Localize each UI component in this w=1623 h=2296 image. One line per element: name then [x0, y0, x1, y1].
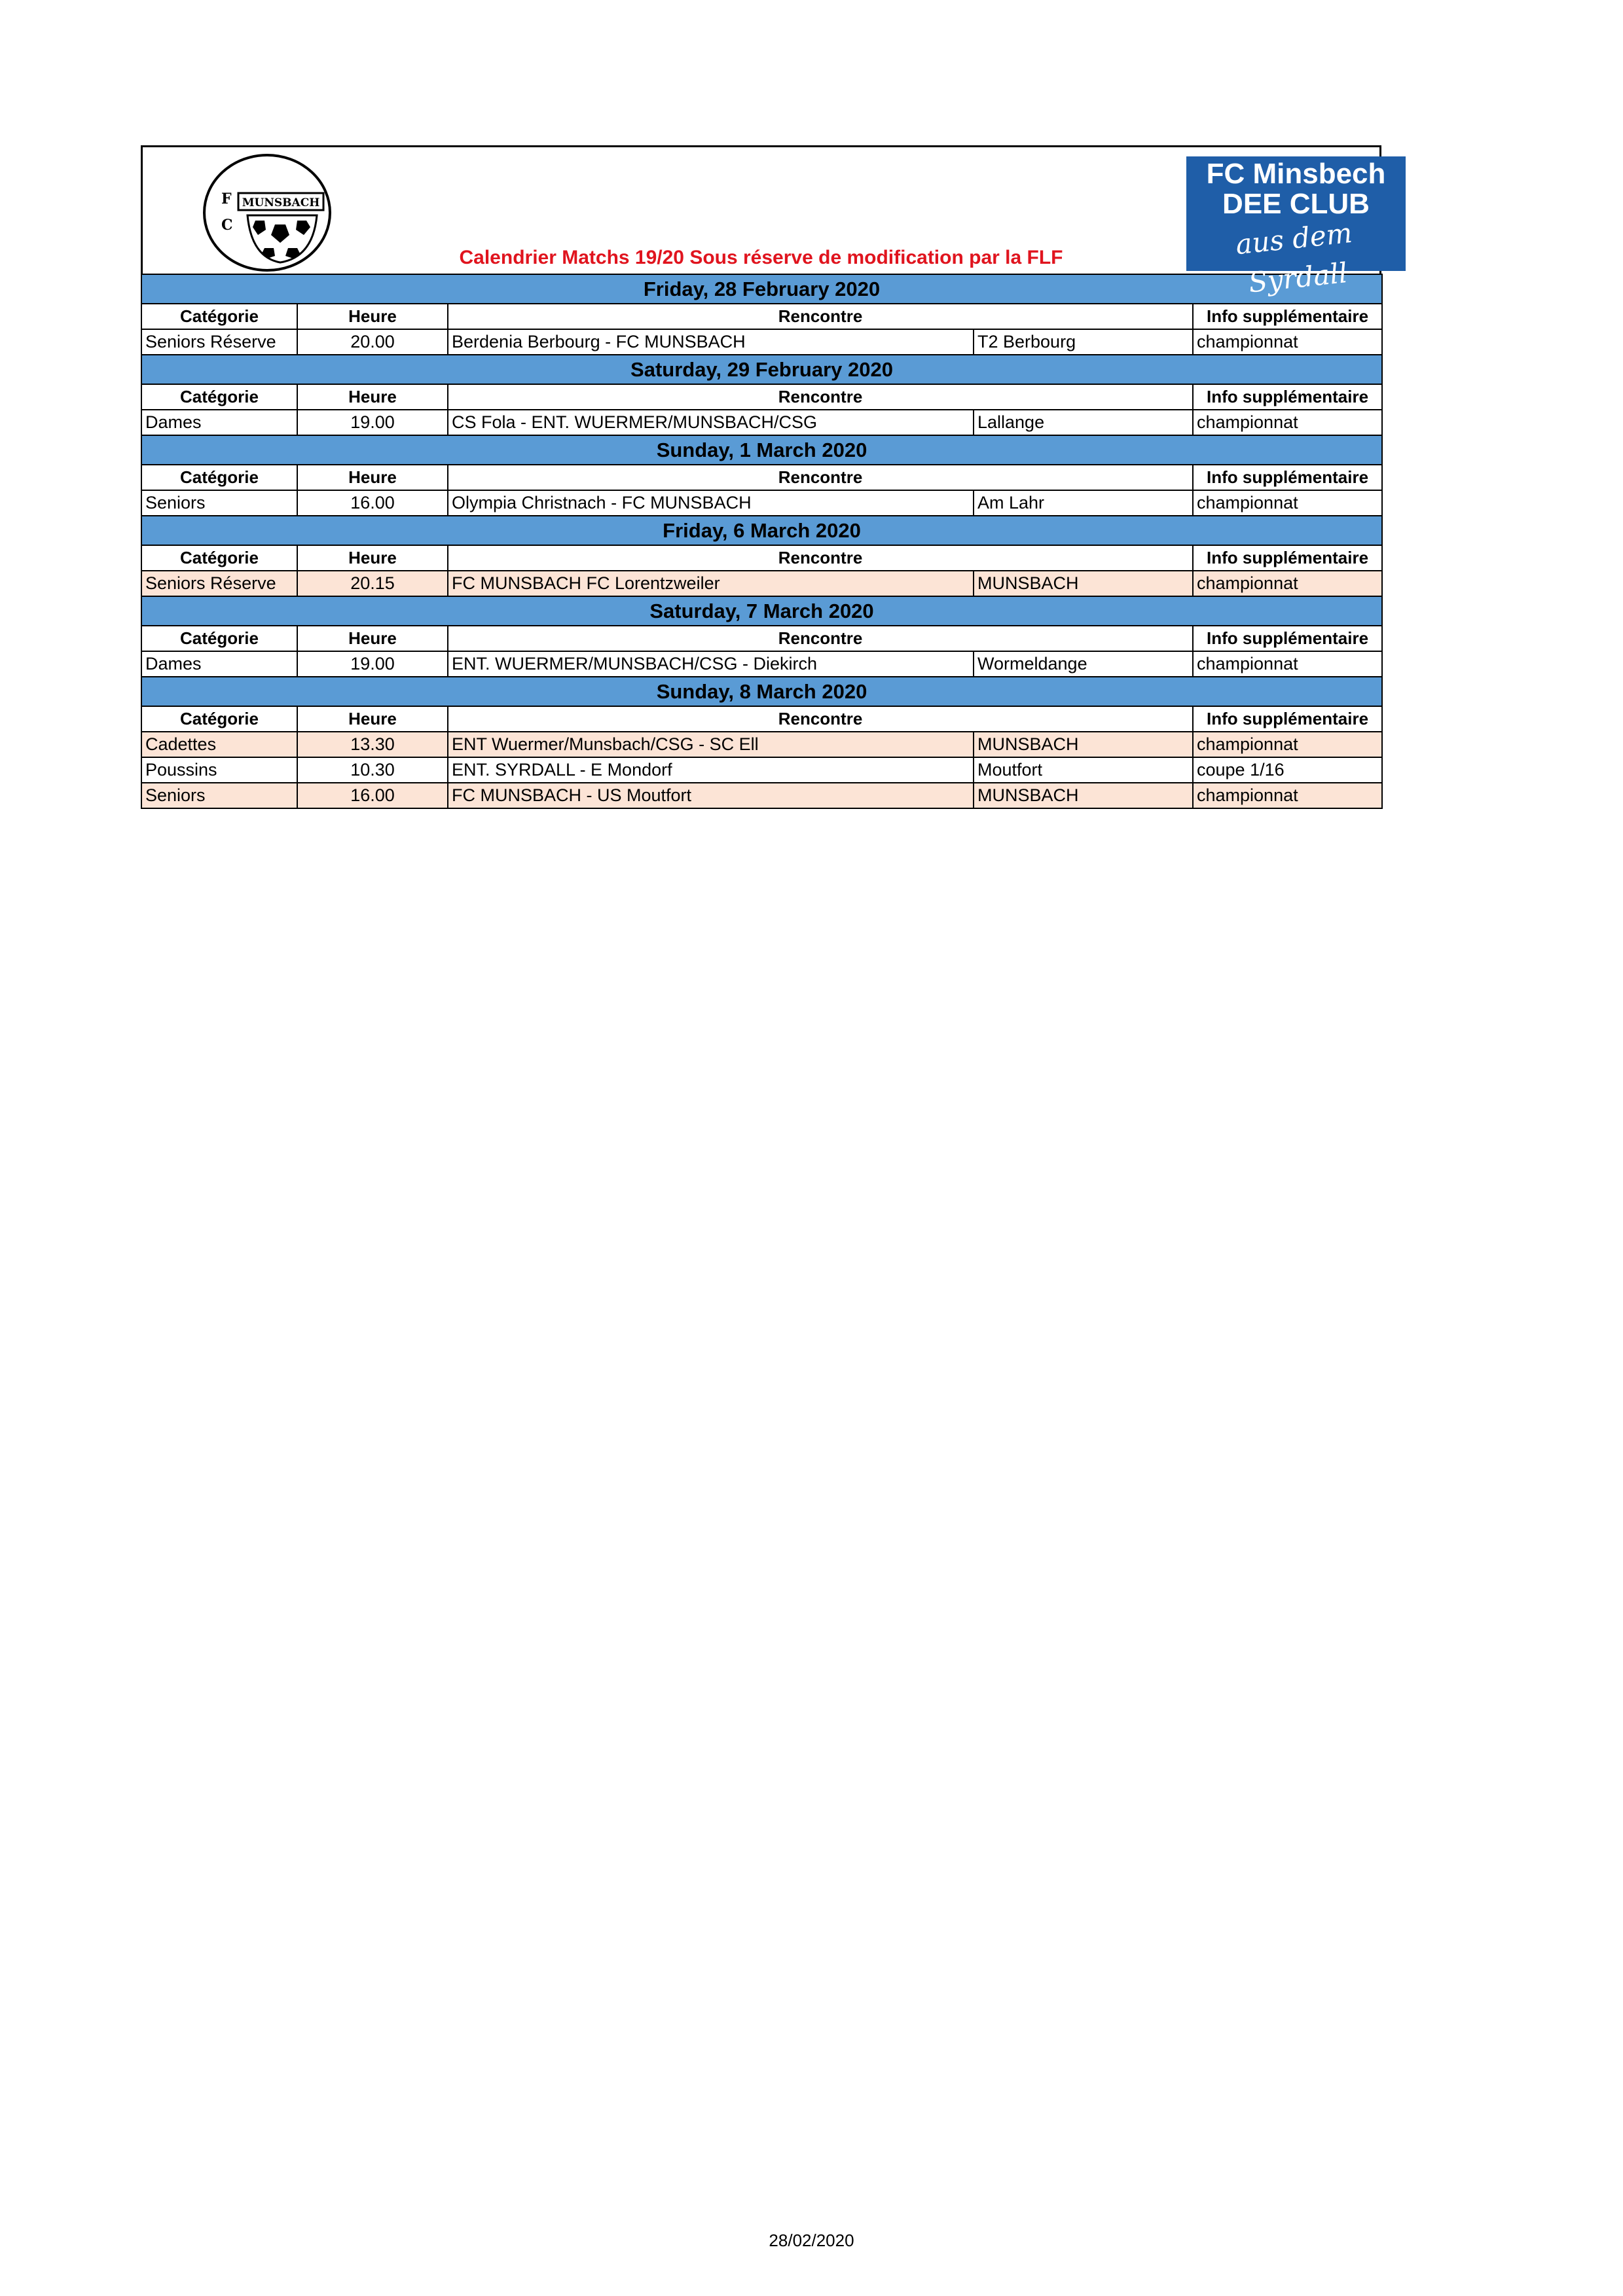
cell-time: 16.00 [297, 783, 448, 808]
day-date: Friday, 28 February 2020 [141, 274, 1382, 304]
cell-match: FC MUNSBACH - US Moutfort [448, 783, 974, 808]
cell-match: CS Fola - ENT. WUERMER/MUNSBACH/CSG [448, 410, 974, 435]
col-header-category: Catégorie [141, 626, 297, 651]
table-row [141, 757, 1382, 783]
cell-match: ENT Wuermer/Munsbach/CSG - SC Ell [448, 732, 974, 757]
cell-venue: T2 Berbourg [974, 329, 1193, 355]
cell-match: ENT. SYRDALL - E Mondorf [448, 757, 974, 783]
col-header-time: Heure [297, 545, 448, 571]
cell-venue: MUNSBACH [974, 571, 1193, 596]
cell-time: 19.00 [297, 410, 448, 435]
column-headers [141, 384, 1382, 410]
cell-info: championnat [1193, 410, 1382, 435]
col-header-match: Rencontre [448, 384, 1193, 410]
col-header-info: Info supplémentaire [1193, 626, 1382, 651]
club-logo-line1: FC Minsbech [1206, 158, 1386, 190]
col-header-info: Info supplémentaire [1193, 545, 1382, 571]
day-header [141, 677, 1382, 706]
column-headers [141, 706, 1382, 732]
cell-info: coupe 1/16 [1193, 757, 1382, 783]
cell-category: Dames [141, 410, 297, 435]
logo-name: MUNSBACH [242, 196, 320, 209]
cell-info: championnat [1193, 732, 1382, 757]
logo-letter-c: C [221, 217, 233, 234]
cell-category: Dames [141, 651, 297, 677]
day-header [141, 516, 1382, 545]
day-header [141, 435, 1382, 465]
col-header-time: Heure [297, 304, 448, 329]
cell-venue: Moutfort [974, 757, 1193, 783]
cell-venue: Wormeldange [974, 651, 1193, 677]
cell-category: Poussins [141, 757, 297, 783]
schedule-sheet [141, 145, 1386, 809]
club-logo-line2: DEE CLUB [1222, 188, 1370, 220]
col-header-time: Heure [297, 384, 448, 410]
col-header-category: Catégorie [141, 545, 297, 571]
table-row [141, 571, 1382, 596]
col-header-match: Rencontre [448, 465, 1193, 490]
match-schedule-table [141, 274, 1383, 809]
col-header-info: Info supplémentaire [1193, 384, 1382, 410]
column-headers [141, 465, 1382, 490]
cell-info: championnat [1193, 571, 1382, 596]
day-date: Friday, 6 March 2020 [141, 516, 1382, 545]
col-header-match: Rencontre [448, 626, 1193, 651]
cell-match: FC MUNSBACH FC Lorentzweiler [448, 571, 974, 596]
col-header-time: Heure [297, 626, 448, 651]
cell-category: Seniors [141, 490, 297, 516]
table-row [141, 329, 1382, 355]
cell-time: 16.00 [297, 490, 448, 516]
col-header-match: Rencontre [448, 304, 1193, 329]
table-row [141, 732, 1382, 757]
cell-time: 20.15 [297, 571, 448, 596]
cell-time: 13.30 [297, 732, 448, 757]
page-title: Calendrier Matchs 19/20 Sous réserve de modification par la FLF [459, 247, 1063, 268]
cell-match: ENT. WUERMER/MUNSBACH/CSG - Diekirch [448, 651, 974, 677]
col-header-time: Heure [297, 706, 448, 732]
cell-info: championnat [1193, 329, 1382, 355]
col-header-category: Catégorie [141, 706, 297, 732]
day-date: Sunday, 8 March 2020 [141, 677, 1382, 706]
col-header-info: Info supplémentaire [1193, 304, 1382, 329]
col-header-match: Rencontre [448, 545, 1193, 571]
cell-info: championnat [1193, 490, 1382, 516]
cell-info: championnat [1193, 651, 1382, 677]
cell-match: Olympia Christnach - FC MUNSBACH [448, 490, 974, 516]
day-date: Saturday, 7 March 2020 [141, 596, 1382, 626]
logo-letter-f: F [221, 190, 232, 207]
day-header [141, 355, 1382, 384]
table-row [141, 783, 1382, 808]
cell-category: Cadettes [141, 732, 297, 757]
col-header-info: Info supplémentaire [1193, 465, 1382, 490]
table-row [141, 651, 1382, 677]
day-header [141, 596, 1382, 626]
club-logo-line3: aus dem Syrdall [1233, 216, 1354, 299]
cell-category: Seniors Réserve [141, 329, 297, 355]
cell-match: Berdenia Berbourg - FC MUNSBACH [448, 329, 974, 355]
col-header-info: Info supplémentaire [1193, 706, 1382, 732]
cell-info: championnat [1193, 783, 1382, 808]
col-header-category: Catégorie [141, 304, 297, 329]
cell-venue: Lallange [974, 410, 1193, 435]
footer-date: 28/02/2020 [769, 2231, 854, 2250]
col-header-time: Heure [297, 465, 448, 490]
column-headers [141, 626, 1382, 651]
col-header-category: Catégorie [141, 465, 297, 490]
cell-venue: Am Lahr [974, 490, 1193, 516]
cell-time: 20.00 [297, 329, 448, 355]
cell-category: Seniors Réserve [141, 571, 297, 596]
day-date: Saturday, 29 February 2020 [141, 355, 1382, 384]
cell-category: Seniors [141, 783, 297, 808]
col-header-match: Rencontre [448, 706, 1193, 732]
day-date: Sunday, 1 March 2020 [141, 435, 1382, 465]
table-row [141, 490, 1382, 516]
col-header-category: Catégorie [141, 384, 297, 410]
cell-venue: MUNSBACH [974, 783, 1193, 808]
cell-time: 19.00 [297, 651, 448, 677]
cell-venue: MUNSBACH [974, 732, 1193, 757]
table-row [141, 410, 1382, 435]
column-headers [141, 545, 1382, 571]
cell-time: 10.30 [297, 757, 448, 783]
